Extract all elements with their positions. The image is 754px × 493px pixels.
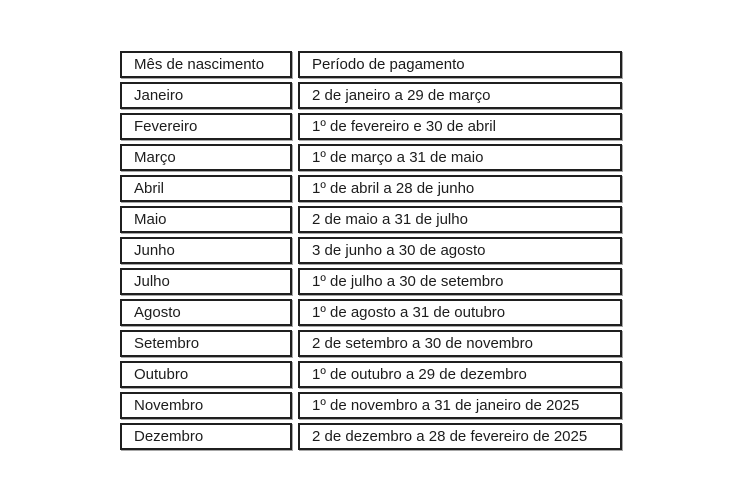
month-cell: Março (120, 144, 292, 171)
header-period-cell: Período de pagamento (298, 51, 622, 78)
period-cell: 1º de agosto a 31 de outubro (298, 299, 622, 326)
month-cell: Fevereiro (120, 113, 292, 140)
period-cell: 1º de julho a 30 de setembro (298, 268, 622, 295)
month-cell: Junho (120, 237, 292, 264)
payment-period-table (120, 51, 622, 450)
period-cell: 2 de maio a 31 de julho (298, 206, 622, 233)
month-cell: Abril (120, 175, 292, 202)
period-cell: 2 de janeiro a 29 de março (298, 82, 622, 109)
period-cell: 2 de setembro a 30 de novembro (298, 330, 622, 357)
month-cell: Novembro (120, 392, 292, 419)
period-cell: 2 de dezembro a 28 de fevereiro de 2025 (298, 423, 622, 450)
month-cell: Janeiro (120, 82, 292, 109)
month-cell: Agosto (120, 299, 292, 326)
month-cell: Outubro (120, 361, 292, 388)
period-cell: 1º de outubro a 29 de dezembro (298, 361, 622, 388)
month-cell: Julho (120, 268, 292, 295)
month-cell: Maio (120, 206, 292, 233)
period-cell: 1º de novembro a 31 de janeiro de 2025 (298, 392, 622, 419)
month-cell: Setembro (120, 330, 292, 357)
period-cell: 1º de abril a 28 de junho (298, 175, 622, 202)
period-cell: 1º de fevereiro e 30 de abril (298, 113, 622, 140)
month-cell: Dezembro (120, 423, 292, 450)
period-cell: 3 de junho a 30 de agosto (298, 237, 622, 264)
header-month-cell: Mês de nascimento (120, 51, 292, 78)
period-cell: 1º de março a 31 de maio (298, 144, 622, 171)
